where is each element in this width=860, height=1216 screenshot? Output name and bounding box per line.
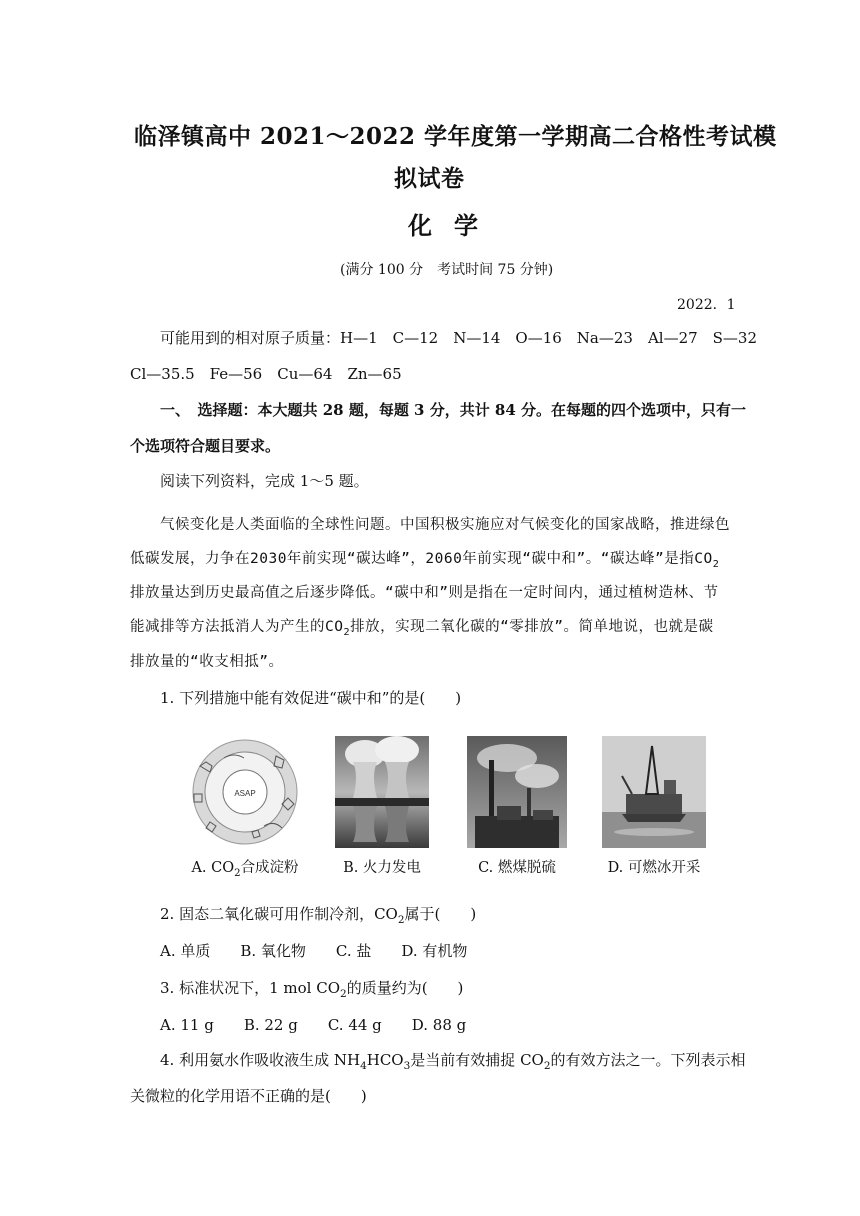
section1-heading-line1: 一、 选择题：本大题共 28 题，每题 3 分，共计 84 分。在每题的四个选项中，只有一 <box>160 401 747 419</box>
co2-starch-cycle-icon <box>180 736 310 848</box>
q4-stem-line2: 关微粒的化学用语不正确的是( ) <box>130 1087 367 1105</box>
passage-line1: 气候变化是人类面临的全球性问题。中国积极实施应对气候变化的国家战略，推进绿色 <box>160 517 730 533</box>
subject-title: 化学 <box>408 211 500 240</box>
exam-info: (满分 100 分 考试时间 75 分钟) <box>340 262 554 278</box>
coal-plant-photo <box>467 736 567 848</box>
q3-options: A. 11 g B. 22 g C. 44 g D. 88 g <box>160 1016 467 1034</box>
offshore-rig-photo <box>602 736 706 848</box>
page-title-line2: 拟试卷 <box>394 165 465 192</box>
q4-stem-line1: 4. 利用氨水作吸收液生成 $NH_4HCO_3$是当前有效捕捉 $CO_2$的有效方法之一。下列表示相 <box>160 1051 746 1072</box>
q1-option-c-label: C. 燃煤脱硫 <box>478 860 556 876</box>
cooling-towers-photo <box>335 736 429 848</box>
section1-heading-line2: 个选项符合题目要求。 <box>130 437 281 455</box>
q1-option-a-label: A. $CO_2$合成淀粉 <box>191 860 299 879</box>
page-title-line1: 临泽镇高中 2021～2022 学年度第一学期高二合格性考试模 <box>134 123 777 150</box>
exam-date: 2022．1 <box>677 297 736 313</box>
asap-center-label: ASAP <box>234 789 256 798</box>
q2-options: A. 单质 B. 氧化物 C. 盐 D. 有机物 <box>160 942 468 960</box>
q1-option-d-label: D. 可燃冰开采 <box>607 860 701 876</box>
passage-line3: 排放量达到历史最高值之后逐步降低。“碳中和”则是指在一定时间内，通过植树造林、节 <box>130 585 719 601</box>
q3-stem: 3. 标准状况下，1 mol $CO_2$的质量约为( ) <box>160 979 464 1000</box>
passage-line2: 低碳发展，力争在2030年前实现“碳达峰”，2060年前实现“碳中和”。“碳达峰”是指$CO_2$ <box>130 551 720 570</box>
q2-stem: 2. 固态二氧化碳可用作制冷剂，$CO_2$属于( ) <box>160 905 477 926</box>
atomic-masses-line2: Cl—35.5 Fe—56 Cu—64 Zn—65 <box>130 365 402 383</box>
q1-stem: 1. 下列措施中能有效促进“碳中和”的是( ) <box>160 689 462 707</box>
passage-line5: 排放量的“收支相抵”。 <box>130 654 284 670</box>
atomic-masses-line1: 可能用到的相对原子质量：H—1 C—12 N—14 O—16 Na—23 Al—27 S—32 <box>160 329 758 347</box>
reading-intro: 阅读下列资料，完成 1～5 题。 <box>160 472 369 490</box>
q1-option-b-label: B. 火力发电 <box>343 860 421 876</box>
passage-line4: 能减排等方法抵消人为产生的$CO_2$排放，实现二氧化碳的“零排放”。简单地说，也就是碳 <box>130 619 714 638</box>
